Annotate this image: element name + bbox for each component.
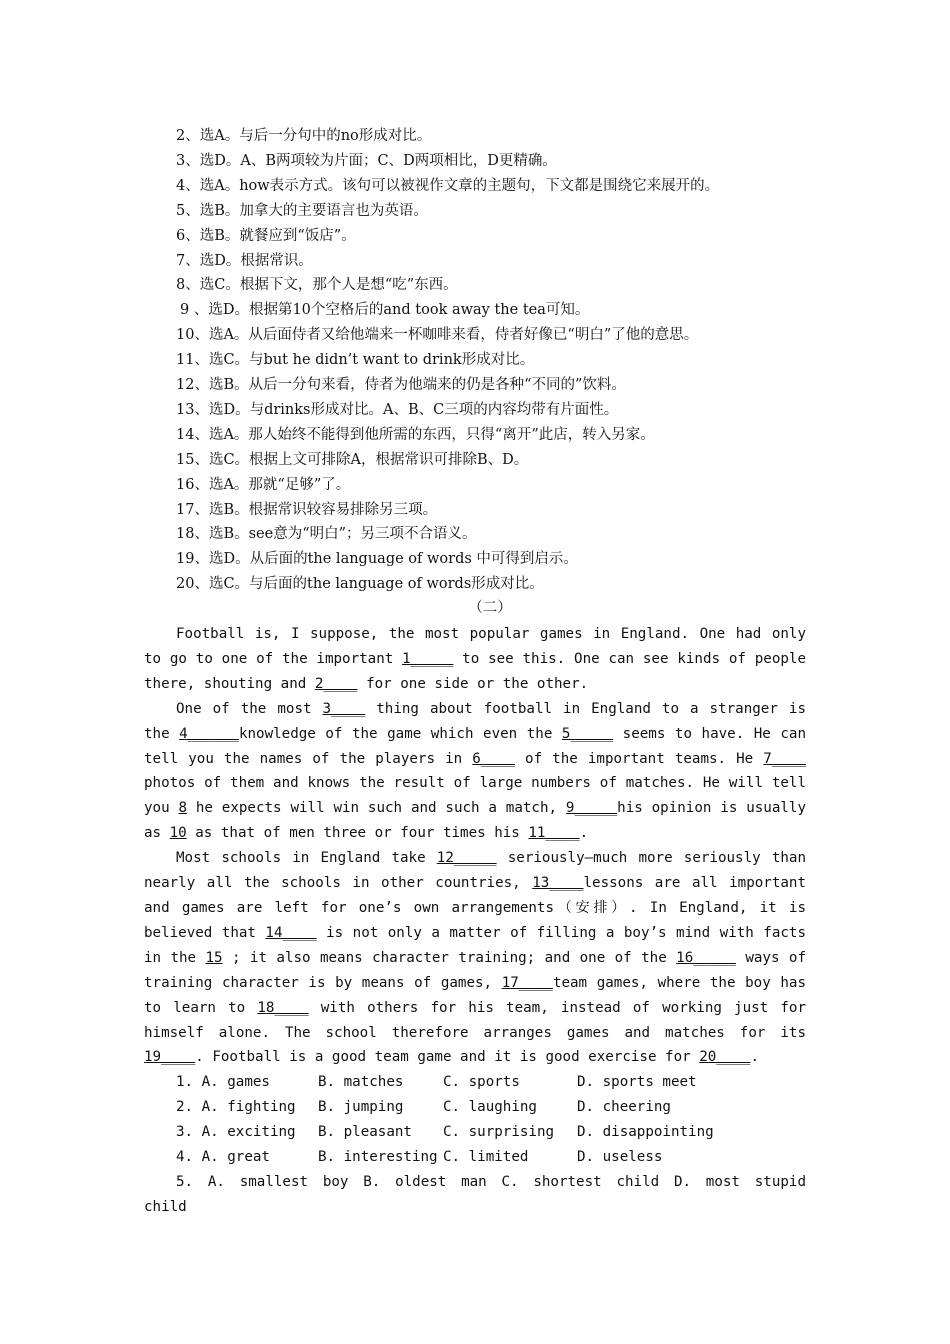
blank: 17____ — [501, 974, 553, 991]
option-row-5 — [144, 1170, 806, 1220]
option-row — [176, 1122, 714, 1142]
answer-line: 10、选A。从后面侍者又给他端来一杯咖啡来看，侍者好像已“明白”了他的意思。 — [176, 327, 699, 344]
option-5-continuation: child — [144, 1198, 187, 1215]
option-choice: D. cheering — [577, 1098, 671, 1115]
passage-text: lessons are all important and games are left for one’s own arrangements（安排）. In England, it is believed that — [144, 875, 806, 941]
blank: 18____ — [257, 999, 309, 1016]
answer-line: 15、选C。根据上文可排除A，根据常识可排除B、D。 — [176, 451, 529, 468]
answer-line: 17、选B。根据常识较容易排除另三项。 — [176, 501, 438, 518]
blank: 8 — [178, 800, 188, 817]
answer-line: 20、选C。与后面的the language of words形成对比。 — [176, 576, 544, 593]
answer-line: 16、选A。那就“足够”了。 — [176, 476, 351, 493]
passage-text: he expects will win such and such a match, — [187, 800, 566, 817]
blank: 20____ — [699, 1049, 751, 1066]
section-title: （二） — [468, 600, 512, 616]
passage-text: photos of them and knows the result of large numbers of matches. He will tell you — [144, 775, 806, 817]
option-choice: D. useless — [577, 1148, 663, 1165]
passage-text: . Football is a good team game and it is good exercise for — [195, 1049, 700, 1066]
passage-text: Most schools in England take — [176, 850, 437, 867]
blank: 11____ — [528, 825, 580, 842]
option-choice: B. jumping — [318, 1098, 404, 1115]
option-choice: D. disappointing — [577, 1123, 714, 1140]
option-5-line: 5. A. smallest boy B. oldest man C. shortest child D. most stupid — [176, 1174, 806, 1190]
passage-text: team games, where the boy has to learn to — [144, 974, 806, 1016]
blank: 4______ — [179, 725, 239, 742]
option-choice: D. sports meet — [577, 1074, 697, 1090]
blank: 3____ — [322, 700, 366, 717]
option-choice: 2. A. fighting — [176, 1098, 296, 1115]
option-choice: C. sports — [443, 1074, 520, 1090]
blank: 9_____ — [565, 800, 618, 817]
blank: 7____ — [763, 750, 806, 767]
passage-text: ; it also means character training; and one of the — [222, 949, 677, 966]
passage-text: for one side or the other. — [357, 675, 589, 692]
passage-paragraph-2 — [144, 697, 806, 846]
option-choice: B. interesting — [318, 1148, 438, 1165]
blank: 19____ — [144, 1049, 196, 1066]
answer-line: 13、选D。与drinks形成对比。A、B、C三项的内容均带有片面性。 — [176, 401, 619, 418]
option-choice: 3. A. exciting — [176, 1123, 296, 1140]
passage-text: One of the most — [176, 700, 323, 717]
answer-line: 18、选B。see意为“明白”；另三项不合语义。 — [176, 526, 477, 543]
passage-text: is not only a matter of filling a boy’s mind with facts in the — [144, 924, 806, 966]
answer-line: 7、选D。根据常识。 — [176, 252, 313, 269]
blank: 13____ — [532, 875, 584, 892]
option-row — [176, 1097, 671, 1117]
answer-line: 19、选D。从后面的the language of words 中可得到启示。 — [176, 551, 578, 568]
option-choice: C. limited — [443, 1148, 529, 1165]
blank: 5_____ — [561, 725, 614, 742]
answer-line: 5、选B。加拿大的主要语言也为英语。 — [176, 202, 428, 219]
blank: 6____ — [472, 750, 515, 767]
blank: 1_____ — [402, 650, 454, 667]
passage-text: seems to have. He can tell you the names of the players in — [144, 725, 806, 767]
answer-line: 4、选A。how表示方式。该句可以被视作文章的主题句，下文都是围绕它来展开的。 — [176, 177, 720, 194]
passage-text: thing about football in England to a stranger is the — [144, 700, 806, 742]
option-row — [176, 1072, 697, 1092]
passage-text: to see this. One can see kinds of people there, shouting and — [144, 650, 806, 692]
blank: 2____ — [314, 675, 358, 692]
passage-text: knowledge of the game which even the — [238, 725, 562, 742]
passage-text: his opinion is usually as — [144, 800, 807, 842]
answer-line: 8、选C。根据下文，那个人是想“吃”东西。 — [176, 277, 458, 294]
answer-line: 9 、选D。根据第10个空格后的and took away the tea可知。 — [180, 302, 590, 319]
blank: 14____ — [265, 924, 317, 941]
passage-text: seriously—much more seriously than nearly all the schools in other countries, — [144, 850, 806, 892]
passage-paragraph-1 — [144, 622, 806, 697]
answer-line: 12、选B。从后一分句来看，侍者为他端来的仍是各种“不同的”饮料。 — [176, 377, 626, 393]
option-choice: B. pleasant — [318, 1123, 412, 1140]
blank: 10 — [169, 825, 187, 842]
answer-line: 11、选C。与but he didn’t want to drink形成对比。 — [176, 352, 535, 369]
passage — [144, 622, 806, 1070]
option-choice: C. surprising — [443, 1123, 555, 1140]
answer-line: 2、选A。与后一分句中的no形成对比。 — [176, 128, 432, 144]
passage-paragraph-3 — [144, 846, 806, 1070]
answer-line: 14、选A。那人始终不能得到他所需的东西，只得“离开”此店，转入另家。 — [176, 426, 655, 443]
passage-text: as that of men three or four times his — [186, 825, 529, 842]
passage-text: . — [579, 825, 589, 842]
answer-line: 3、选D。A、B两项较为片面；C、D两项相比，D更精确。 — [176, 152, 557, 169]
option-choice: 1. A. games — [176, 1074, 270, 1090]
passage-text: with others for his team, instead of working just for himself alone. The school therefore arranges games and matches for its — [144, 999, 807, 1041]
blank: 16_____ — [676, 949, 736, 966]
blank: 12_____ — [436, 850, 497, 867]
option-row — [176, 1147, 662, 1167]
passage-text: of the important teams. He — [514, 750, 764, 767]
option-choice: B. matches — [318, 1074, 404, 1090]
passage-text: ways of training character is by means of games, — [144, 949, 806, 991]
passage-text: . — [750, 1049, 760, 1066]
option-choice: C. laughing — [443, 1098, 537, 1115]
option-choice: 4. A. great — [176, 1148, 270, 1165]
passage-text: Football is, I suppose, the most popular games in England. One had only to go to one of the important — [144, 626, 806, 667]
blank: 15 — [205, 949, 223, 966]
answer-line: 6、选B。就餐应到“饭店”。 — [176, 227, 356, 244]
